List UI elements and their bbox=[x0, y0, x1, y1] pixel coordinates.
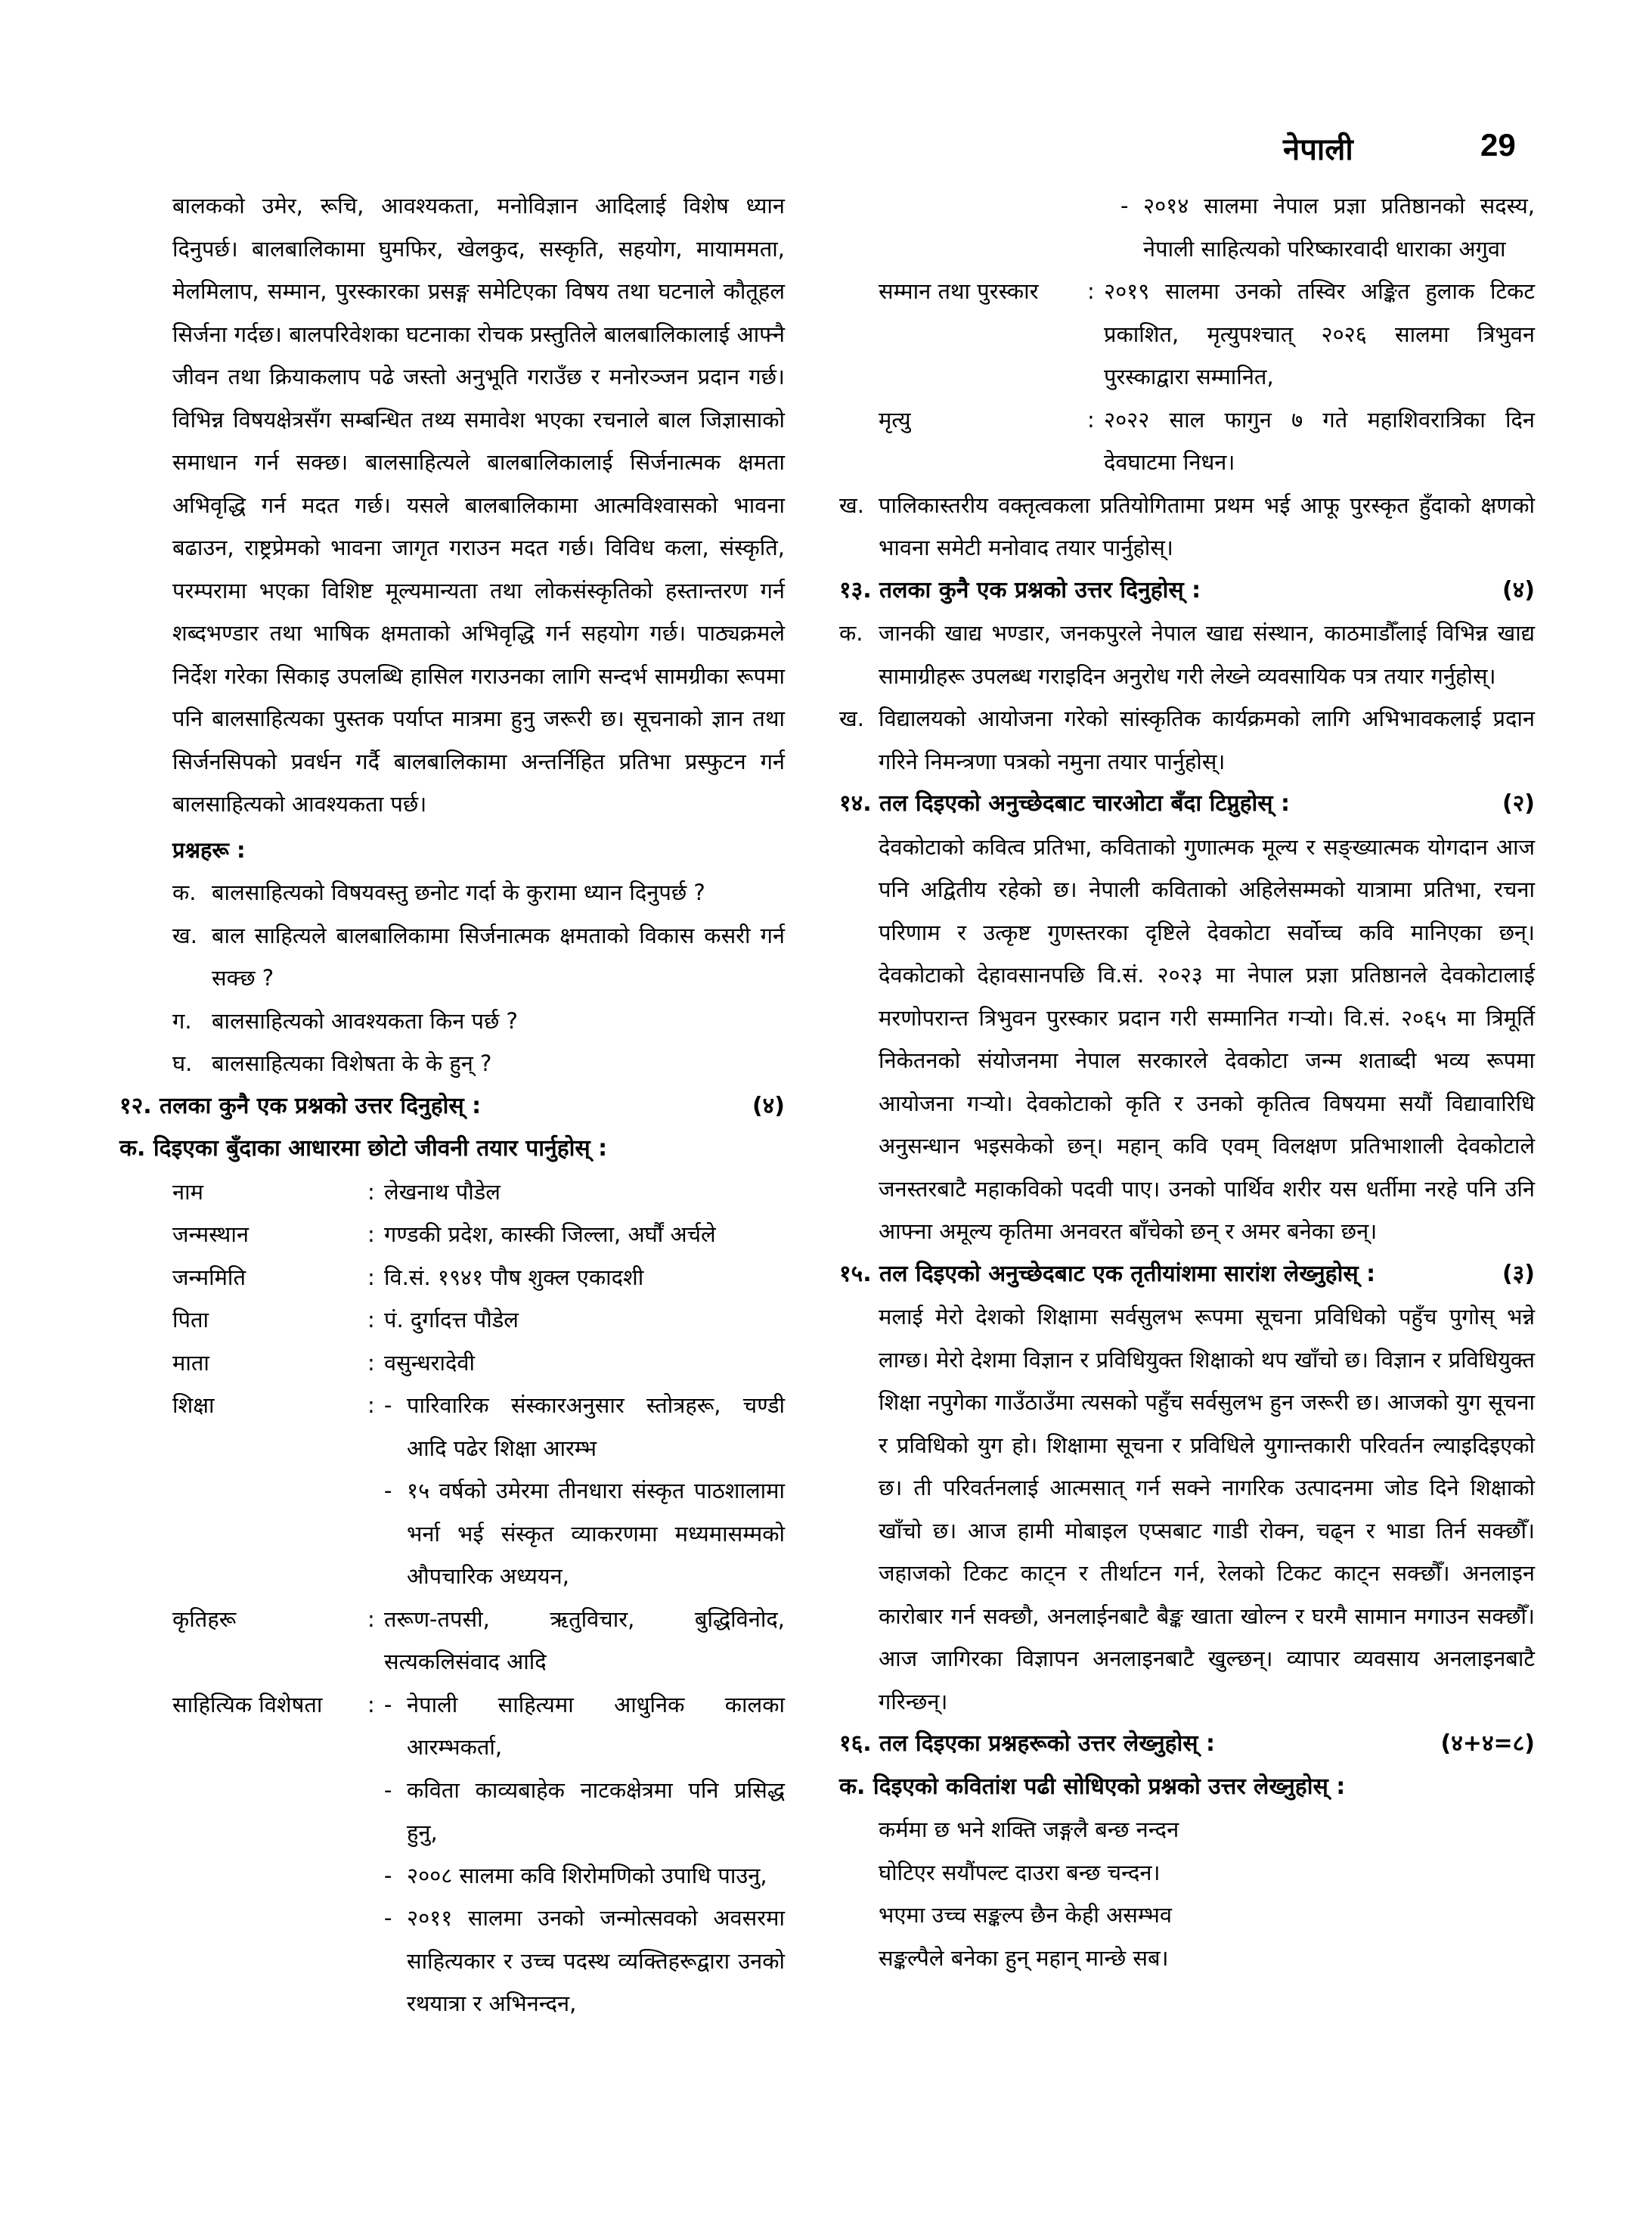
running-header-subject: नेपाली bbox=[1283, 132, 1353, 167]
question-text: जानकी खाद्य भण्डार, जनकपुरले नेपाल खाद्य संस्थान, काठमाडौँलाई विभिन्न खाद्य सामाग्रीहरू उपलब्ध गराइदिन अनुरोध गरी लेख्ने व्यवसायिक पत्र तयार गर्नुहोस्। bbox=[879, 620, 1535, 689]
question-text: बालसाहित्यका विशेषता के के हुन् ? bbox=[212, 1050, 492, 1076]
questions-heading: प्रश्नहरू : bbox=[172, 836, 246, 863]
question-14-title: १४. तल दिइएको अनुच्छेदबाट चारओटा बँदा टिप्नुहोस् : bbox=[839, 790, 1291, 817]
poem-line: भएमा उच्च सङ्कल्प छैन केही असम्भव bbox=[879, 1902, 1173, 1928]
left-column bbox=[119, 185, 785, 2025]
question-12-title: १२. तलका कुनै एक प्रश्नको उत्तर दिनुहोस् : bbox=[119, 1092, 482, 1119]
question-label: घ. bbox=[172, 1050, 193, 1076]
bio-key: सम्मान तथा पुरस्कार bbox=[879, 278, 1039, 304]
question-15-marks: (३) bbox=[1502, 1260, 1535, 1287]
bullet-item: - २००८ सालमा कवि शिरोमणिको उपाधि पाउनु, bbox=[384, 1862, 767, 1888]
page-number: 29 bbox=[1480, 127, 1516, 163]
question-12-kha bbox=[839, 484, 1535, 569]
bio-value: २०२२ साल फागुन ७ गते महाशिवरात्रिका दिन देवघाटमा निधन। bbox=[1104, 406, 1535, 475]
right-column bbox=[839, 185, 1535, 1979]
bio-value: वि.सं. १९४१ पौष शुक्ल एकादशी bbox=[384, 1264, 644, 1290]
question-text: बालसाहित्यको विषयवस्तु छनोट गर्दा के कुरामा ध्यान दिनुपर्छ ? bbox=[212, 880, 705, 905]
question-13-heading bbox=[839, 569, 1535, 613]
question-item bbox=[172, 1000, 785, 1043]
bio-key: पिता bbox=[172, 1307, 209, 1333]
bullet-item: - २०१४ सालमा नेपाल प्रज्ञा प्रतिष्ठानको सदस्य, नेपाली साहित्यको परिष्कारवादी धाराका अगुवा bbox=[1120, 193, 1535, 262]
bio-key: मृत्यु bbox=[879, 406, 911, 433]
question-label: क. bbox=[172, 880, 197, 905]
question-item bbox=[839, 612, 1535, 697]
question-12-heading bbox=[119, 1085, 785, 1128]
question-text: विद्यालयको आयोजना गरेको सांस्कृतिक कार्यक्रमको लागि अभिभावकलाई प्रदान गरिने निमन्त्रणा पत्रको नमुना तयार पार्नुहोस्। bbox=[879, 706, 1535, 774]
intro-paragraph: बालकको उमेर, रूचि, आवश्यकता, मनोविज्ञान आदिलाई विशेष ध्यान दिनुपर्छ। बालबालिकामा घुमफिर, खेलकुद, सस्कृति, सहयोग, मायाममता, मेलमिलाप, सम्मान, पुरस्कारका प्रसङ्ग समेटिएका विषय तथा घटनाले कौतूहल सिर्जना गर्दछ। बालपरिवेशका घटनाका रोचक प्रस्तुतिले बालबालिकालाई आफ्नै जीवन तथा क्रियाकलाप पढे जस्तो अनुभूति गराउँछ र मनोरञ्जन प्रदान गर्छ। विभिन्न विषयक्षेत्रसँग सम्बन्धित तथ्य समावेश भएका रचनाले बाल जिज्ञासाको समाधान गर्न सक्छ। बालसाहित्यले बालबालिकालाई सिर्जनात्मक क्षमता अभिवृद्धि गर्न मदत गर्छ। यसले बालबालिकामा आत्मविश्वासको भावना बढाउन, राष्ट्रप्रेमको भावना जागृत गराउन मदत गर्छ। विविध कला, संस्कृति, परम्परामा भएका विशिष्ट मूल्यमान्यता तथा लोकसंस्कृतिको हस्तान्तरण गर्न शब्दभण्डार तथा भाषिक क्षमताको अभिवृद्धि गर्न सहयोग गर्छ। पाठ्यक्रमले निर्देश गरेका सिकाइ उपलब्धि हासिल गराउनका लागि सन्दर्भ सामग्रीका रूपमा पनि बालसाहित्यका पुस्तक पर्याप्त मात्रमा हुनु जरूरी छ। सूचनाको ज्ञान तथा सिर्जनसिपको प्रवर्धन गर्दै बालबालिकामा अन्तर्निहित प्रतिभा प्रस्फुटन गर्न बालसाहित्यको आवश्यकता पर्छ। bbox=[172, 193, 785, 817]
question-13-marks: (४) bbox=[1502, 576, 1535, 603]
question-13-title: १३. तलका कुनै एक प्रश्नको उत्तर दिनुहोस् : bbox=[839, 576, 1201, 603]
biography-table bbox=[172, 1171, 785, 2025]
bullet-item: - १५ वर्षको उमेरमा तीनधारा संस्कृत पाठशालामा भर्ना भई संस्कृत व्याकरणमा मध्यमासम्मको औपचारिक अध्ययन, bbox=[384, 1478, 785, 1589]
bio-key: नाम bbox=[172, 1178, 203, 1205]
bio-row-honors: सम्मान तथा पुरस्कार : २०१९ सालमा उनको तस्विर अङ्कित हुलाक टिकट प्रकाशित, मृत्युपश्चात् २०२६ सालमा त्रिभुवन पुरस्काद्वारा सम्मानित, bbox=[879, 270, 1535, 399]
question-item bbox=[172, 914, 785, 1000]
question-16-marks: (४+४=८) bbox=[1440, 1730, 1535, 1757]
poem-line: सङ्कल्पैले बनेका हुन् महान् मान्छे सब। bbox=[879, 1944, 1169, 1971]
question-label: ख. bbox=[839, 706, 864, 731]
bio-key: शिक्षा bbox=[172, 1392, 215, 1418]
question-item bbox=[839, 697, 1535, 783]
question-item bbox=[172, 1042, 785, 1085]
question-14-heading bbox=[839, 783, 1535, 826]
poem-line: कर्ममा छ भने शक्ति जङ्गलै बन्छ नन्दन bbox=[879, 1817, 1179, 1842]
question-label: ख. bbox=[172, 922, 197, 948]
bio-row: जन्मस्थान : गण्डकी प्रदेश, कास्की जिल्ला, अर्घौं अर्चले bbox=[172, 1213, 785, 1256]
bullet-item: - २०११ सालमा उनको जन्मोत्सवको अवसरमा साहित्यकार र उच्च पदस्थ व्यक्तिहरूद्वारा उनको रथयात्रा र अभिनन्दन, bbox=[384, 1905, 785, 2016]
bio-value: पं. दुर्गादत्त पौडेल bbox=[384, 1307, 519, 1333]
bio-row-death: मृत्यु : २०२२ साल फागुन ७ गते महाशिवरात्रिका दिन देवघाटमा निधन। bbox=[879, 399, 1535, 484]
poem-line: घोटिएर सयौंपल्ट दाउरा बन्छ चन्दन। bbox=[879, 1859, 1161, 1885]
bullet-item: - पारिवारिक संस्कारअनुसार स्तोत्रहरू, चण्डी आदि पढेर शिक्षा आरम्भ bbox=[384, 1392, 785, 1461]
bullet-item: - नेपाली साहित्यमा आधुनिक कालका आरम्भकर्ता, bbox=[384, 1691, 785, 1760]
bio-value: गण्डकी प्रदेश, कास्की जिल्ला, अर्घौं अर्चले bbox=[384, 1221, 716, 1247]
bio-row: माता : वसुन्धरादेवी bbox=[172, 1342, 785, 1385]
question-14-marks: (२) bbox=[1502, 790, 1535, 817]
bio-key: साहित्यिक विशेषता bbox=[172, 1691, 323, 1717]
bio-key: जन्ममिति bbox=[172, 1264, 246, 1290]
question-16-ka: क. दिइएको कवितांश पढी सोधिएको प्रश्नको उत्तर लेख्नुहोस् : bbox=[839, 1773, 1346, 1800]
question-item bbox=[172, 871, 785, 914]
question-15-heading bbox=[839, 1253, 1535, 1296]
question-16-title: १६. तल दिइएका प्रश्नहरूको उत्तर लेख्नुहोस् : bbox=[839, 1730, 1216, 1757]
bio-row: जन्ममिति : वि.सं. १९४१ पौष शुक्ल एकादशी bbox=[172, 1256, 785, 1299]
bio-row: पिता : पं. दुर्गादत्त पौडेल bbox=[172, 1299, 785, 1342]
question-text: बाल साहित्यले बालबालिकामा सिर्जनात्मक क्षमताको विकास कसरी गर्न सक्छ ? bbox=[212, 922, 785, 991]
question-16-heading bbox=[839, 1723, 1535, 1766]
bio-value: वसुन्धरादेवी bbox=[384, 1349, 476, 1376]
bio-row-literary: साहित्यिक विशेषता : - नेपाली साहित्यमा आधुनिक कालका आरम्भकर्ता, - कविता काव्यबाहेक नाटकक्षेत्रमा पनि प्रसिद्ध हुनु, - २००८ सालमा कवि शिरोमणिको उपाधि पाउनु, - २०११ सालमा उनको जन्मोत्सवको अवसरमा साहित्यकार र उच्च पदस्थ व्यक्तिहरूद्वारा उनको रथयात्रा र अभिनन्दन, bbox=[172, 1683, 785, 2025]
bio-key: कृतिहरू bbox=[172, 1606, 237, 1632]
bio-row-literary-cont bbox=[839, 185, 1535, 270]
bio-row: नाम : लेखनाथ पौडेल bbox=[172, 1171, 785, 1214]
question-text: पालिकास्तरीय वक्तृत्वकला प्रतियोगितामा प्रथम भई आफू पुरस्कृत हुँदाको क्षणको भावना समेटी मनोवाद तयार पार्नुहोस्। bbox=[879, 492, 1535, 560]
question-14-paragraph: देवकोटाको कवित्व प्रतिभा, कविताको गुणात्मक मूल्य र सङ्ख्यात्मक योगदान आज पनि अद्वितीय रहेको छ। नेपाली कविताको अहिलेसम्मको यात्रामा प्रतिभा, रचना परिणाम र उत्कृष्ट गुणस्तरका दृष्टिले देवकोटा सर्वोच्च कवि मानिएका छन्। देवकोटाको देहावसानपछि वि.सं. २०२३ मा नेपाल प्रज्ञा प्रतिष्ठानले देवकोटालाई मरणोपरान्त त्रिभुवन पुरस्कार प्रदान गरी सम्मानित गऱ्यो। वि.सं. २०६५ मा त्रिमूर्ति निकेतनको संयोजनमा नेपाल सरकारले देवकोटा जन्म शताब्दी भव्य रूपमा आयोजना गऱ्यो। देवकोटाको कृति र उनको कृतित्व विषयमा सयौं विद्यावारिधि अनुसन्धान भइसकेको छन्। महान् कवि एवम् विलक्षण प्रतिभाशाली देवकोटाले जनस्तरबाटै महाकविको पदवी पाए। उनको पार्थिव शरीर यस धर्तीमा नरहे पनि उनि आफ्ना अमूल्य कृतिमा अनवरत बाँचेको छन् र अमर बनेका छन्। bbox=[879, 833, 1535, 1244]
question-label: ग. bbox=[172, 1007, 192, 1034]
question-15-title: १५. तल दिइएको अनुच्छेदबाट एक तृतीयांशमा सारांश लेख्नुहोस् : bbox=[839, 1260, 1376, 1287]
question-12-marks: (४) bbox=[752, 1092, 785, 1119]
question-label: ख. bbox=[839, 492, 864, 518]
bio-row-education: शिक्षा : - पारिवारिक संस्कारअनुसार स्तोत्रहरू, चण्डी आदि पढेर शिक्षा आरम्भ - १५ वर्षको उमेरमा तीनधारा संस्कृत पाठशालामा भर्ना भई संस्कृत व्याकरणमा मध्यमासम्मको औपचारिक अध्ययन, bbox=[172, 1384, 785, 1598]
bio-row-works: कृतिहरू : तरूण-तपसी, ऋतुविचार, बुद्धिविनोद, सत्यकलिसंवाद आदि bbox=[172, 1598, 785, 1683]
question-text: बालसाहित्यको आवश्यकता किन पर्छ ? bbox=[212, 1007, 518, 1034]
bio-value: २०१९ सालमा उनको तस्विर अङ्कित हुलाक टिकट प्रकाशित, मृत्युपश्चात् २०२६ सालमा त्रिभुवन पुरस्काद्वारा सम्मानित, bbox=[1104, 278, 1535, 389]
question-label: क. bbox=[839, 620, 863, 646]
bio-value: लेखनाथ पौडेल bbox=[384, 1178, 501, 1205]
question-15-paragraph: मलाई मेरो देशको शिक्षामा सर्वसुलभ रूपमा सूचना प्रविधिको पहुँच पुगोस् भन्ने लाग्छ। मेरो देशमा विज्ञान र प्रविधियुक्त शिक्षाको थप खाँचो छ। विज्ञान र प्रविधियुक्त शिक्षा नपुगेका गाउँठाउँमा त्यसको पहुँच सर्वसुलभ हुन जरूरी छ। आजको युग सूचना र प्रविधिको युग हो। शिक्षामा सूचना र प्रविधिले युगान्तकारी परिवर्तन ल्याइदिइएको छ। ती परिवर्तनलाई आत्मसात् गर्न सक्ने नागरिक उत्पादनमा जोड दिने शिक्षाको खाँचो छ। आज हामी मोबाइल एप्सबाट गाडी रोक्न, चढ्न र भाडा तिर्न सक्छौँ। जहाजको टिकट काट्न र तीर्थाटन गर्न, रेलको टिकट काट्न सक्छौँ। अनलाइन कारोबार गर्न सक्छौ, अनलाईनबाटै बैङ्क खाता खोल्न र घरमै सामान मगाउन सक्छौँ। आज जागिरका विज्ञापन अनलाइनबाटै खुल्छन्। व्यापार व्यवसाय अनलाइनबाटै गरिन्छन्। bbox=[879, 1304, 1535, 1714]
poem bbox=[879, 1808, 1535, 1979]
question-12-ka: क. दिइएका बुँदाका आधारमा छोटो जीवनी तयार पार्नुहोस् : bbox=[119, 1135, 608, 1162]
bio-key: जन्मस्थान bbox=[172, 1221, 249, 1247]
bullet-item: - कविता काव्यबाहेक नाटकक्षेत्रमा पनि प्रसिद्ध हुनु, bbox=[384, 1776, 785, 1845]
bio-key: माता bbox=[172, 1349, 209, 1376]
bio-value: तरूण-तपसी, ऋतुविचार, बुद्धिविनोद, सत्यकलिसंवाद आदि bbox=[384, 1606, 785, 1674]
